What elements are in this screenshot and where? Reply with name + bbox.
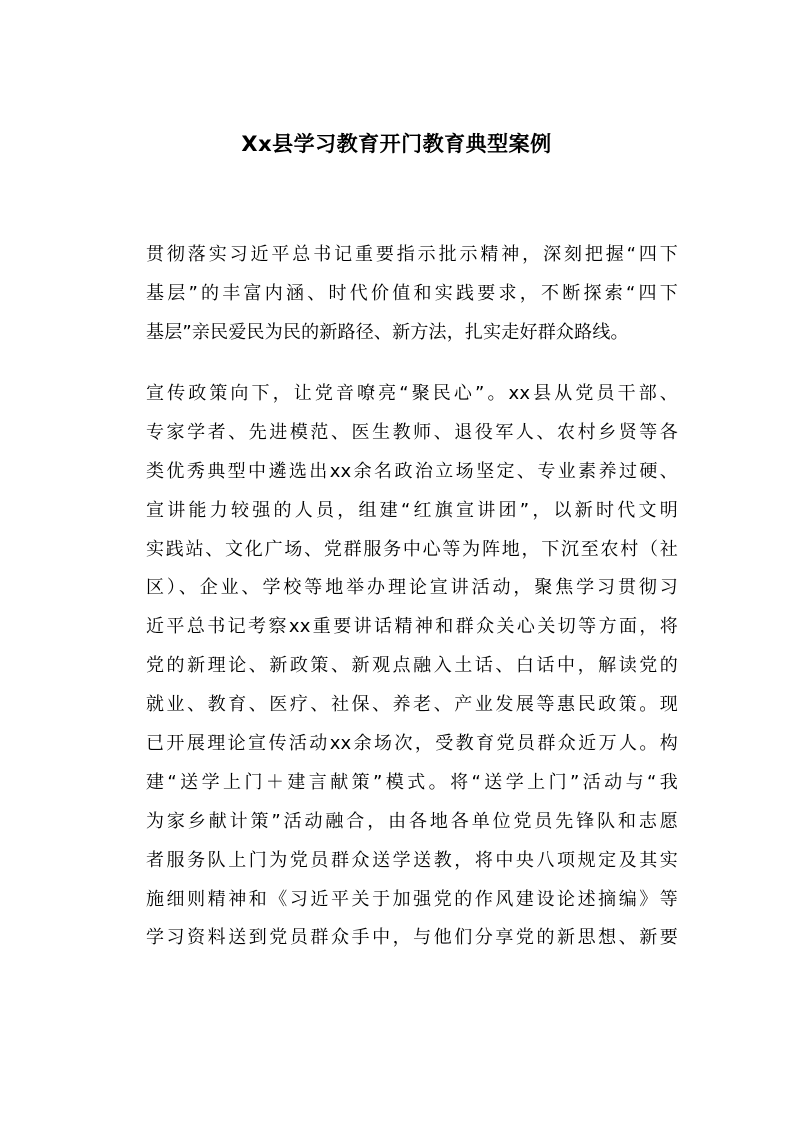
paragraph-policy — [146, 375, 678, 958]
text-line: 基层”的丰富内涵、时代价值和实践要求，不断探索“四下 — [146, 282, 678, 304]
text-line: 为家乡献计策”活动融合，由各地各单位党员先锋队和志愿 — [146, 810, 678, 832]
text-line: 已开展理论宣传活动xx余场次，受教育党员群众近万人。构 — [146, 733, 678, 755]
text-line: 专家学者、先进模范、医生教师、退役军人、农村乡贤等各 — [146, 421, 678, 443]
text-line: 区）、企业、学校等地举办理论宣讲活动，聚焦学习贯彻习 — [146, 577, 678, 599]
text-line: 贯彻落实习近平总书记重要指示批示精神，深刻把握“四下 — [146, 244, 678, 265]
text-line: 者服务队上门为党员群众送学送教，将中央八项规定及其实 — [146, 849, 678, 871]
text-line: 类优秀典型中遴选出xx余名政治立场坚定、专业素养过硬、 — [146, 460, 678, 482]
document-title: Xx县学习教育开门教育典型案例 — [241, 132, 552, 156]
text-line: 近平总书记考察xx重要讲话精神和群众关心关切等方面，将 — [146, 616, 678, 638]
text-line: 基层”亲民爱民为民的新路径、新方法，扎实走好群众路线。 — [146, 321, 629, 343]
text-line: 宣传政策向下，让党音嘹亮“聚民心”。xx县从党员干部、 — [146, 383, 678, 404]
text-line: 学习资料送到党员群众手中，与他们分享党的新思想、新要 — [146, 927, 678, 949]
text-line: 党的新理论、新政策、新观点融入土话、白话中，解读党的 — [146, 655, 678, 677]
text-line: 宣讲能力较强的人员，组建“红旗宣讲团”，以新时代文明 — [146, 499, 678, 521]
text-line: 就业、教育、医疗、社保、养老、产业发展等惠民政策。现 — [146, 694, 678, 716]
text-line: 建“送学上门＋建言献策”模式。将“送学上门”活动与“我 — [146, 771, 678, 793]
text-line: 实践站、文化广场、党群服务中心等为阵地，下沉至农村（社 — [146, 538, 678, 560]
paragraph-intro — [146, 236, 678, 353]
text-line: 施细则精神和《习近平关于加强党的作风建设论述摘编》等 — [146, 888, 678, 910]
